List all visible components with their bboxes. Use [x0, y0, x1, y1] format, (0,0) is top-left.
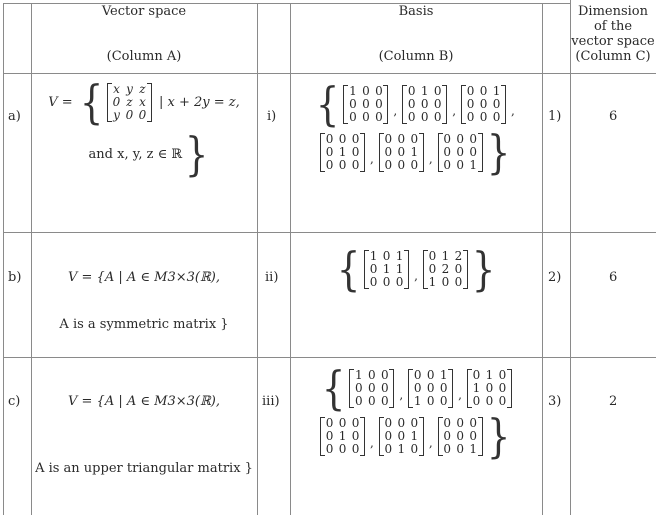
basis-i	[290, 77, 542, 179]
dim-label-2: 2)	[548, 270, 562, 285]
header-col-c	[570, 4, 656, 64]
grid-line	[3, 3, 4, 515]
row-label-a: a)	[8, 109, 21, 124]
col-c-line: vector space	[571, 34, 655, 49]
matrix: 0 0 1 0 0 0 1 0 0	[408, 369, 453, 408]
dim-label-3: 3)	[548, 394, 562, 409]
space-line2: and x, y, z ∈ ℝ	[88, 146, 183, 162]
comma: ,	[428, 436, 433, 450]
matrix: 0 0 0 0 0 0 0 0 1	[438, 133, 483, 172]
row-label-b: b)	[8, 270, 22, 285]
dimension-value: 6	[609, 270, 618, 285]
grid-line	[542, 3, 543, 515]
dimension-value: 2	[609, 394, 618, 409]
vector-space-a	[31, 75, 257, 181]
col-a-subtitle: (Column A)	[106, 49, 182, 64]
basis-label-iii: iii)	[262, 394, 280, 409]
grid-line	[257, 3, 258, 515]
matrix: 1 0 0 0 0 0 0 0 0	[343, 85, 388, 124]
vector-space-b	[31, 270, 257, 332]
basis-iii	[290, 361, 542, 463]
comma: ,	[370, 152, 374, 166]
comma: ,	[458, 388, 462, 402]
left-brace-icon: {	[316, 77, 340, 131]
comma: ,	[393, 104, 398, 118]
right-brace-icon: }	[471, 242, 496, 296]
matrix: 0 0 0 0 0 0 0 0 1	[438, 417, 483, 456]
col-a-title: Vector space	[101, 4, 187, 19]
comma: ,	[428, 152, 433, 166]
matrix: 0 1 0 0 0 0 0 0 0	[402, 85, 447, 124]
space-prefix: V =	[48, 94, 73, 110]
space-line1: V = {A | A ∈ M3×3(ℝ),	[68, 394, 220, 409]
comma: ,	[414, 269, 418, 283]
col-b-title: Basis	[398, 4, 434, 19]
vector-space-c	[31, 394, 257, 476]
left-brace-icon: {	[336, 242, 361, 296]
space-line1: V = {A | A ∈ M3×3(ℝ),	[68, 270, 220, 285]
basis-label-ii: ii)	[265, 270, 279, 285]
col-c-line: of the	[593, 19, 633, 34]
matrix: 0 0 0 0 1 0 0 0 0	[320, 417, 365, 456]
comma: ,	[452, 104, 457, 118]
col-c-line: (Column C)	[575, 49, 651, 64]
matrix: 1 0 1 0 1 1 0 0 0	[364, 250, 409, 289]
matrix: 0 1 0 1 0 0 0 0 0	[467, 369, 512, 408]
grid-line	[3, 73, 656, 74]
right-brace-icon: }	[486, 125, 511, 179]
dimension-value: 6	[609, 109, 618, 124]
space-line2: A is an upper triangular matrix }	[35, 461, 253, 476]
row-label-c: c)	[8, 394, 21, 409]
grid-line	[3, 357, 656, 358]
space-line2: A is a symmetric matrix }	[59, 317, 229, 332]
matrix: 1 0 0 0 0 0 0 0 0	[349, 369, 394, 408]
space-condition: | x + 2y = z,	[158, 94, 240, 110]
dim-label-1: 1)	[548, 109, 562, 124]
matrix: 0 0 0 0 0 1 0 1 0	[379, 417, 424, 456]
right-brace-icon: }	[486, 409, 511, 463]
header-col-b	[290, 4, 542, 73]
matrix: 0 1 2 0 2 0 1 0 0	[423, 250, 468, 289]
header-col-a	[31, 4, 257, 73]
matrix: 0 0 0 0 1 0 0 0 0	[320, 133, 365, 172]
col-c-line: Dimension	[577, 4, 648, 19]
left-brace-icon: {	[321, 361, 346, 415]
right-brace: }	[185, 127, 209, 181]
grid-line	[3, 232, 656, 233]
matrix: 0 0 0 0 0 1 0 0 0	[379, 133, 424, 172]
matrix: 0 0 1 0 0 0 0 0 0	[461, 85, 506, 124]
matrix: x y z 0 z x y 0 0	[107, 83, 152, 122]
comma: ,	[370, 436, 374, 450]
grid-line	[570, 0, 571, 515]
comma: ,	[511, 104, 515, 118]
left-brace: {	[79, 75, 104, 129]
basis-ii	[290, 242, 542, 296]
basis-label-i: i)	[267, 109, 277, 124]
comma: ,	[399, 388, 404, 402]
col-b-subtitle: (Column B)	[378, 49, 454, 64]
